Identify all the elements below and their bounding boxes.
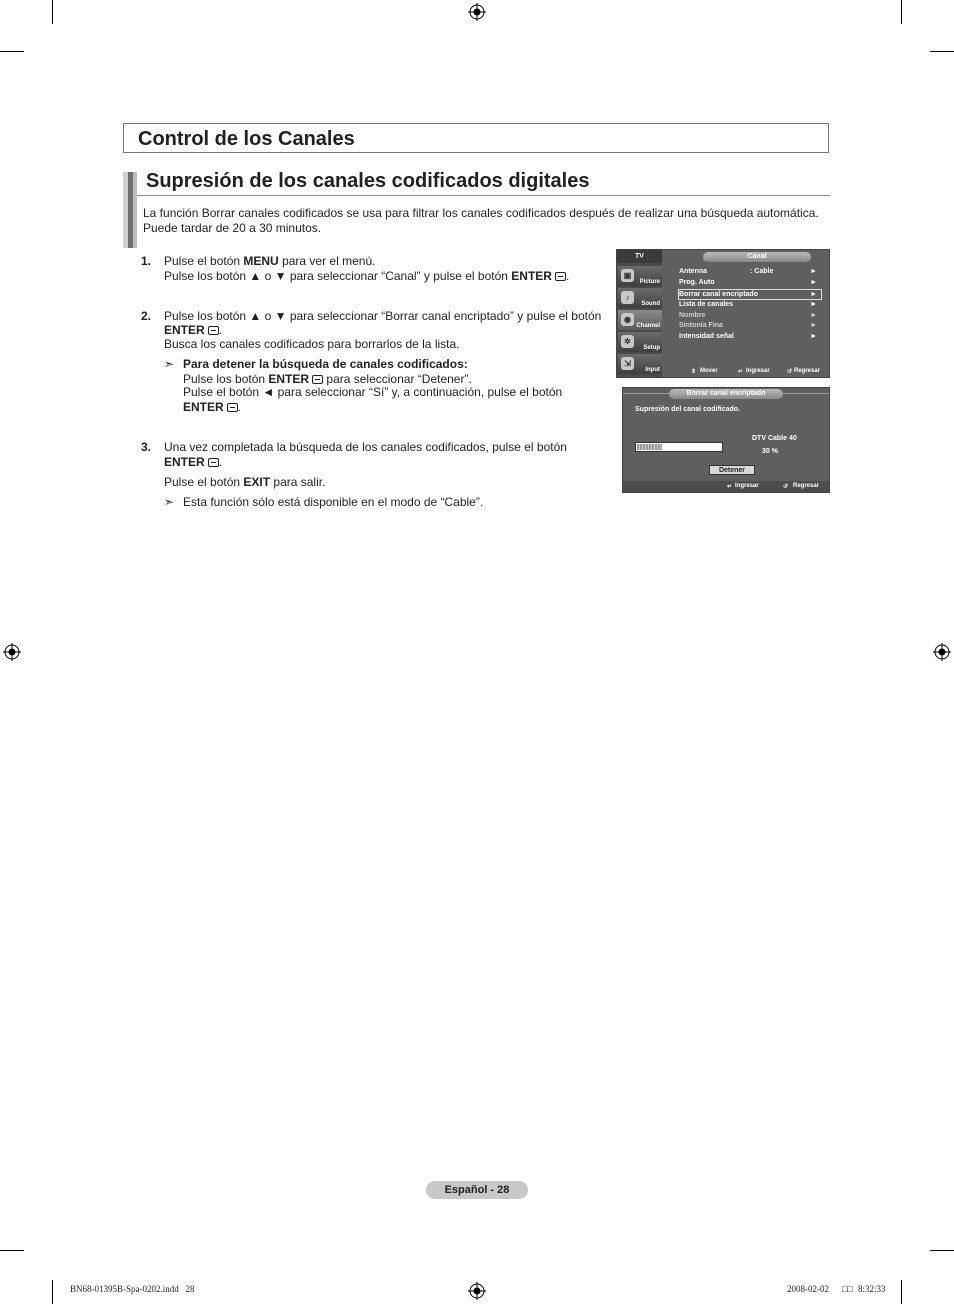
step-2-line-1: Pulse los botón ▲ o ▼ para seleccionar “Borrar canal encriptado” y pulse el botón	[164, 309, 602, 323]
osd-progress-fill	[637, 444, 662, 450]
sound-icon: ♪	[621, 291, 634, 304]
osd-progress-dialog	[622, 387, 830, 493]
step-2-number: 2.	[141, 309, 152, 323]
step-1-number: 1.	[141, 254, 152, 268]
osd-menu-footer: ⇕ Mover ↵ Ingresar ↺ Regresar	[691, 368, 821, 375]
osd-progress-channel: DTV Cable 40	[752, 435, 797, 442]
enter-icon: ↵	[738, 369, 744, 375]
step-2-note-title: Para detener la búsqueda de canales codificados:	[183, 357, 468, 371]
registration-mark-icon	[933, 643, 951, 661]
enter-icon	[208, 326, 219, 335]
osd-sidebar-item-picture[interactable]: ▣ Picture	[618, 266, 662, 286]
step-2-line-3: Busca los canales codificados para borrarlos de la lista.	[164, 337, 460, 351]
osd-menu-item[interactable]: Antenna : Cable ►	[679, 268, 817, 275]
osd-menu-item[interactable]: Prog. Auto ►	[679, 279, 817, 286]
crop-mark	[0, 1250, 24, 1251]
osd-progress-message: Supresión del canal codificado.	[635, 406, 741, 413]
osd-progress-percent: 30 %	[762, 448, 778, 455]
subsection-title: Supresión de los canales codificados digitales	[146, 170, 590, 192]
osd-menu-item-selected[interactable]: Borrar canal encriptado ►	[678, 289, 822, 300]
gear-icon: ✲	[621, 335, 634, 348]
footer-marks: □□	[842, 1284, 853, 1294]
section-title: Control de los Canales	[138, 128, 355, 150]
enter-icon	[555, 272, 566, 281]
osd-sidebar-item-sound[interactable]: ♪ Sound	[618, 288, 662, 308]
step-3-line-3: Pulse el botón EXIT para salir.	[164, 475, 326, 489]
stop-button[interactable]: Detener	[709, 465, 755, 475]
osd-menu-item[interactable]: Sintonía Fina ►	[679, 322, 817, 329]
subsection-side-bar	[123, 172, 137, 248]
step-3-note: Esta función sólo está disponible en el modo de “Cable”.	[183, 495, 484, 509]
step-3-line-1: Una vez completada la búsqueda de los canales codificados, pulse el botón	[164, 440, 567, 454]
osd-channel-menu	[616, 249, 830, 378]
osd-progress-bar	[635, 442, 723, 452]
step-2-note-line-3: ENTER .	[183, 400, 242, 414]
osd-progress-footer: ↵ Ingresar ↺ Regresar	[623, 481, 829, 492]
crop-mark	[901, 1280, 902, 1304]
intro-line-1: La función Borrar canales codificados se usa para filtrar los canales codificados después de realizar una búsqueda automática.	[143, 206, 819, 220]
enter-icon: ↵	[727, 484, 733, 490]
registration-mark-icon	[468, 3, 486, 21]
picture-icon: ▣	[621, 269, 634, 282]
enter-icon	[312, 375, 323, 384]
intro-line-2: Puede tardar de 20 a 30 minutos.	[143, 221, 322, 235]
crop-mark	[930, 1250, 954, 1251]
step-2-note-line-2: Pulse el botón ◄ para seleccionar “Sí” y, a continuación, pulse el botón	[183, 385, 563, 399]
step-2-line-2: ENTER .	[164, 323, 223, 337]
subsection-rule	[137, 195, 830, 196]
section-title-box	[123, 123, 829, 153]
return-icon: ↺	[787, 369, 793, 375]
osd-menu-item[interactable]: Intensidad señal ►	[679, 333, 817, 340]
osd-tv-label: TV	[617, 250, 662, 263]
input-icon: ⇲	[621, 357, 634, 370]
footer-date: 2008-02-02	[787, 1284, 829, 1294]
osd-sidebar-item-setup[interactable]: ✲ Setup	[618, 332, 662, 352]
registration-mark-icon	[3, 643, 21, 661]
osd-progress-header: Borrar canal encriptado	[669, 389, 783, 399]
move-icon: ⇕	[691, 369, 697, 375]
enter-icon	[227, 403, 238, 412]
osd-sidebar-item-channel[interactable]: ◉ Channel	[618, 310, 662, 330]
note-marker: ➣	[164, 357, 175, 371]
step-1-line-2: Pulse los botón ▲ o ▼ para seleccionar “Canal” y pulse el botón ENTER .	[164, 269, 570, 283]
page-number-badge: Español - 28	[426, 1181, 528, 1199]
osd-menu-item[interactable]: Lista de canales ►	[679, 301, 817, 308]
footer-file: BN68-01395B-Spa-0202.indd 28	[70, 1284, 195, 1294]
osd-sidebar-item-input[interactable]: ⇲ Input	[618, 354, 662, 374]
step-2-note-line-1: Pulse los botón ENTER para seleccionar “Detener”.	[183, 372, 472, 386]
registration-mark-icon	[468, 1282, 486, 1300]
channel-icon: ◉	[621, 313, 634, 326]
osd-menu-header: Canal	[703, 252, 811, 262]
step-1-line-1: Pulse el botón MENU para ver el menú.	[164, 254, 376, 268]
step-3-number: 3.	[141, 440, 152, 454]
crop-mark	[52, 1280, 53, 1304]
note-marker: ➣	[164, 495, 175, 509]
step-3-line-2: ENTER .	[164, 455, 223, 469]
crop-mark	[0, 51, 24, 52]
osd-menu-item[interactable]: Nombre ►	[679, 312, 817, 319]
crop-mark	[901, 0, 902, 24]
crop-mark	[52, 0, 53, 24]
enter-icon	[208, 458, 219, 467]
return-icon: ↺	[783, 484, 789, 490]
crop-mark	[930, 51, 954, 52]
footer-time: 8:32:33	[858, 1284, 886, 1294]
